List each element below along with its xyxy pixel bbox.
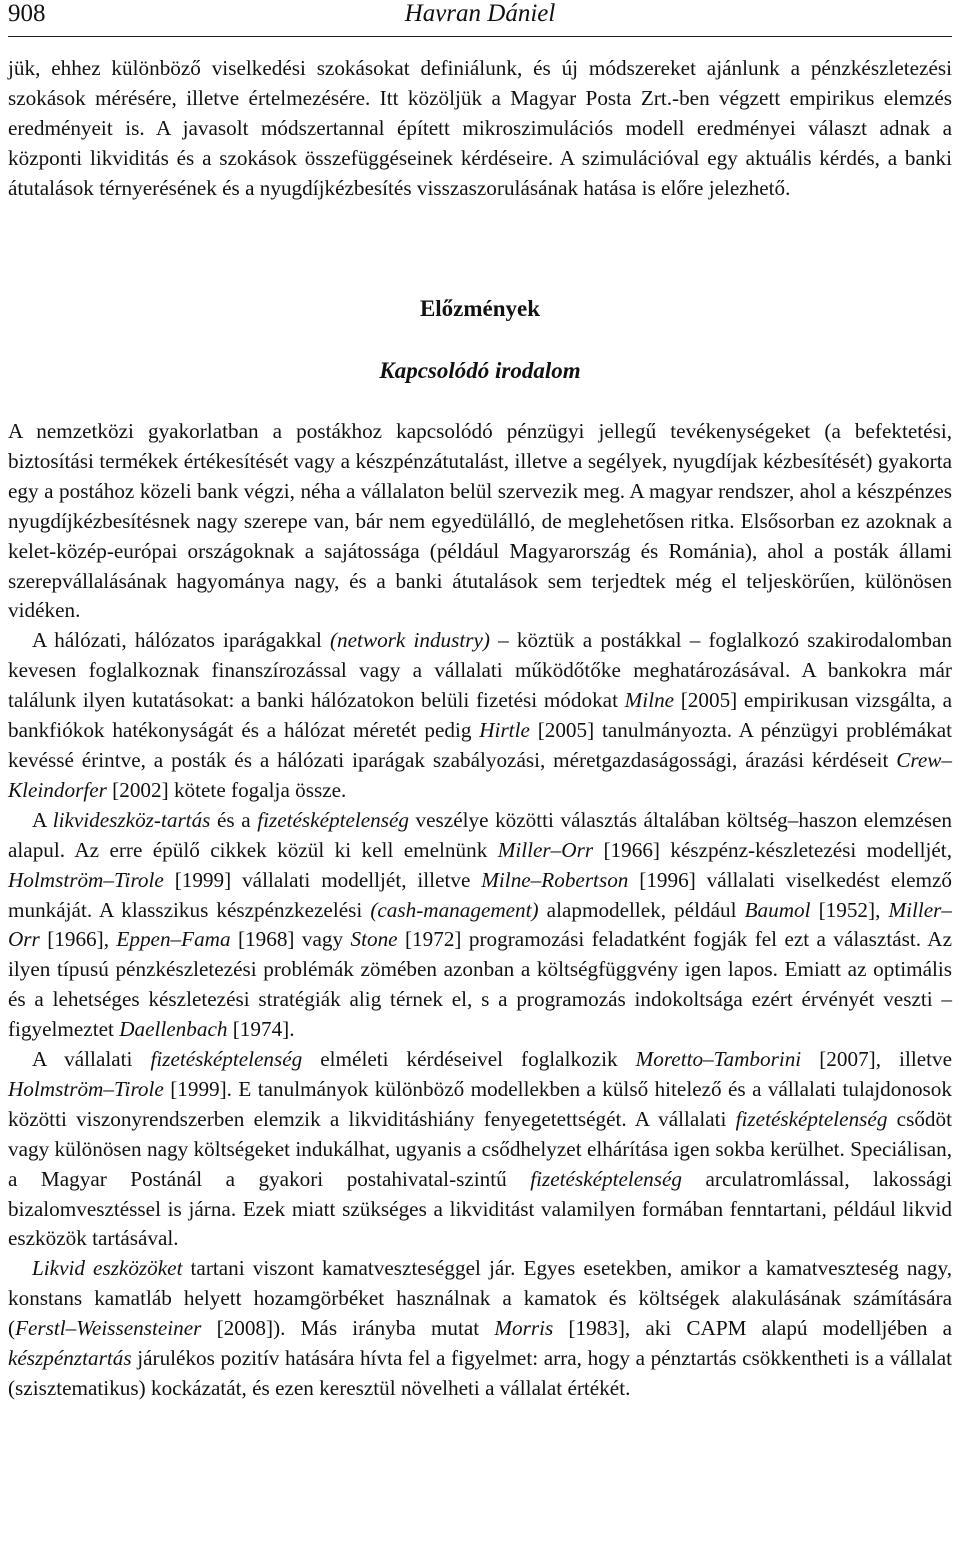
body-paragraph-1: A nemzetközi gyakorlatban a postákhoz kapcsolódó pénzügyi jellegű tevékenységeket (a befektetési, biztosítási termékek értékesítését vagy a készpénzátutalást, illetve a segélyek, nyugdíjak kézbesítését) gyakorta egy a postához közeli bank végzi, néha a vállalaton belül szervezik meg. A magyar rendszer, ahol a készpénzes nyugdíjkézbesítésnek nagy szerepe van, bár nem egyedülálló, de meglehetősen ritka. Elsősorban ez azoknak a kelet-közép-európai országoknak a sajátossága (például Magyarország és Románia), ahol a posták állami szerepvállalásának hagyománya nagy, és a banki átutalások sem terjedtek még el teljeskörűen, különösen vidéken. xyxy=(8,419,952,623)
intro-paragraph-block xyxy=(8,54,952,204)
running-head-author: Havran Dániel xyxy=(404,0,556,27)
page-number: 908 xyxy=(8,0,46,27)
body-paragraph-2: A hálózati, hálózatos iparágakkal (network industry) – köztük a postákkal – foglalkozó szakirodalomban kevesen foglalkoznak finanszírozással vagy a vállalati működőtőke meghatározásával. A bankokra már találunk ilyen kutatásokat: a banki hálózatokon belüli fizetési módokat Milne [2005] empirikusan vizsgálta, a bankfiókok hatékonyságát és a hálózat méretét pedig Hirtle [2005] tanulmányozta. A pénzügyi problémákat kevéssé érintve, a posták és a hálózati iparágak szabályozási, méretgazdaságossági, árazási kérdéseit Crew–Kleindorfer [2002] kötete fogalja össze. xyxy=(8,628,952,802)
body-paragraph-3: A likvideszköz-tartás és a fizetésképtelenség veszélye közötti választás általában költség–haszon elemzésen alapul. Az erre épülő cikkek közül ki kell emelnünk Miller–Orr [1966] készpénz-készletezési modelljét, Holmström–Tirole [1999] vállalati modelljét, illetve Milne–Robertson [1996] vállalati viselkedést elemző munkáját. A klasszikus készpénzkezelési (cash-management) alapmodellek, például Baumol [1952], Miller–Orr [1966], Eppen–Fama [1968] vagy Stone [1972] programozási feladatként fogják fel ezt a választást. Az ilyen típusú pénzkészletezési problémák zömében azonban a költségfüggvény igen lapos. Emiatt az optimális és a lehetséges készletezési stratégiák alig térnek el, s a programozás indokoltsága ezért érvényét veszti – figyelmeztet Daellenbach [1974]. xyxy=(8,807,953,1042)
body-text xyxy=(8,417,952,1404)
intro-paragraph: jük, ehhez különböző viselkedési szokásokat definiálunk, és új módszereket ajánlunk a pénzkészletezési szokások mérésére, illetve értelmezésére. Itt közöljük a Magyar Posta Zrt.-ben végzett empirikus elemzés eredményeit is. A javasolt módszertannal épített mikroszimulációs modell eredményei választ adnak a központi likviditás és a szokások összefüggéseinek kérdéseire. A szimulációval egy aktuális kérdés, a banki átutalások térnyerésének és a nyugdíjkézbesítés visszaszorulásának hatása is előre jelezhető. xyxy=(8,56,952,200)
page-header xyxy=(8,0,952,37)
body-paragraph-4: A vállalati fizetésképtelenség elméleti kérdéseivel foglalkozik Moretto–Tamborini [2007], illetve Holmström–Tirole [1999]. E tanulmányok különböző modellekben a külső hitelező és a vállalati tulajdonosok közötti viszonyrendszerben elemzik a likviditáshiány fenyegetettségét. A vállalati fizetésképtelenség csődöt vagy különösen nagy költségeket indukálhat, ugyanis a csődhelyzet elhárítása igen sokba kerülhet. Speciálisan, a Magyar Postánál a gyakori postahivatal-szintű fizetésképtelenség arculatromlással, lakossági bizalomvesztéssel is járna. Ezek miatt szükséges a likviditást valamilyen formában fenntartani, például likvid eszközök tartásával. xyxy=(8,1047,953,1251)
body-paragraph-5: Likvid eszközöket tartani viszont kamatveszteséggel jár. Egyes esetekben, amikor a kamatveszteség nagy, konstans kamatláb helyett hozamgörbéket használnak a kamatok és költségek alakulásának számítására (Ferstl–Weissensteiner [2008]). Más irányba mutat Morris [1983], aki CAPM alapú modelljében a készpénztartás járulékos pozitív hatására hívta fel a figyelmet: arra, hogy a pénztartás csökkentheti is a vállalat (szisztematikus) kockázatát, és ezen keresztül növelheti a vállalat értékét. xyxy=(8,1256,952,1400)
subsection-title: Kapcsolódó irodalom xyxy=(379,358,581,383)
section-title: Előzmények xyxy=(419,296,541,321)
